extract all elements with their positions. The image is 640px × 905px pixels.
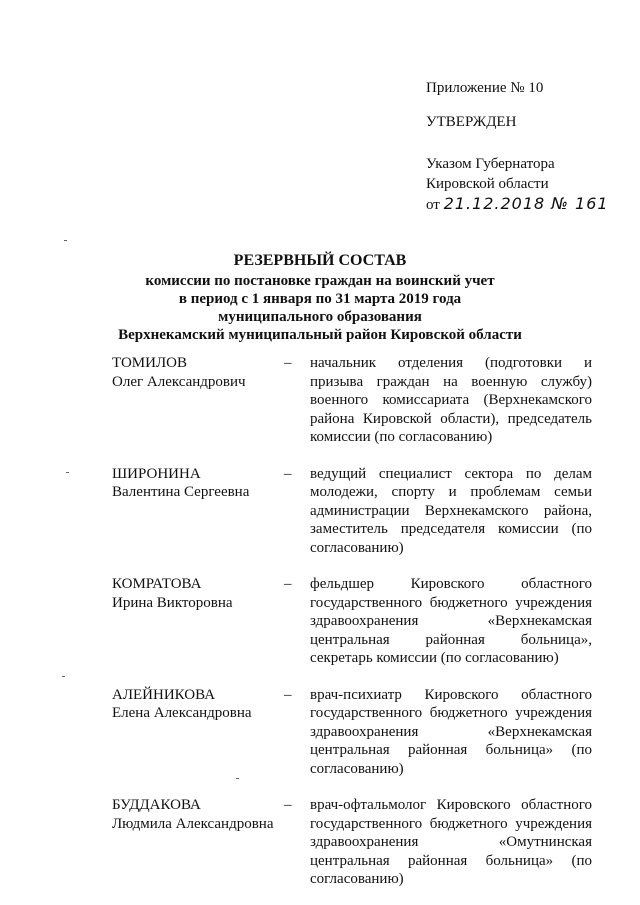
title-line-3: муниципального образования — [218, 309, 422, 325]
member-name — [112, 465, 284, 502]
approval-block — [426, 78, 626, 215]
scan-speck — [236, 778, 239, 779]
member-role: начальник отделения (подготовки и призыва граждан на военную службу) военного комиссариата (Верхнекамского района Кировской области), председатель комиссии (по согласованию) — [310, 355, 592, 445]
member-surname: ШИРОНИНА — [112, 465, 201, 482]
list-item — [112, 354, 592, 447]
member-name — [112, 354, 284, 391]
member-surname: АЛЕЙНИКОВА — [112, 686, 216, 703]
member-given-name: Олег Александрович — [112, 373, 246, 390]
decree-date-line — [426, 194, 626, 215]
decree-line-2: Кировской области — [426, 176, 549, 192]
scan-speck — [64, 240, 67, 241]
title-line-4: Верхнекамский муниципальный район Кировской области — [118, 327, 522, 343]
list-item — [112, 575, 592, 668]
list-item — [112, 686, 592, 779]
member-given-name: Валентина Сергеевна — [112, 484, 250, 500]
member-role: ведущий специалист сектора по делам молодежи, спорту и проблемам семьи администрации Верхнекамского района, заместитель председателя комиссии (по согласованию) — [310, 465, 592, 556]
member-role: врач-офтальмолог Кировского областного государственного бюджетного учреждения здравоохранения «Омутнинская центральная районная больница» (по согласованию) — [310, 797, 592, 887]
appendix-label: Приложение № 10 — [426, 80, 544, 96]
handwritten-date-number: 21.12.2018 № 161 — [443, 194, 609, 213]
member-given-name: Ирина Викторовна — [112, 594, 233, 611]
title-line-2: в период с 1 января по 31 марта 2019 года — [178, 291, 462, 307]
dash-separator: – — [284, 686, 292, 703]
title-line-1: комиссии по постановке граждан на воинский учет — [145, 273, 495, 289]
member-role: врач-психиатр Кировского областного государственного бюджетного учреждения здравоохранения «Верхнекамская центральная районная больница» (по согласованию) — [310, 686, 592, 777]
member-name — [112, 796, 284, 833]
date-prefix: от — [426, 197, 440, 213]
member-surname: ТОМИЛОВ — [112, 355, 187, 371]
member-surname: КОМРАТОВА — [112, 576, 202, 592]
member-given-name: Людмила Александровна — [112, 815, 274, 832]
list-item — [112, 465, 592, 558]
approved-label: УТВЕРЖДЕН — [426, 114, 517, 130]
dash-separator: – — [284, 355, 292, 371]
member-name — [112, 575, 284, 612]
member-given-name: Елена Александровна — [112, 705, 252, 721]
member-list — [112, 354, 592, 889]
dash-separator: – — [284, 797, 292, 813]
member-role: фельдшер Кировского областного государственного бюджетного учреждения здравоохранения «Верхнекамская центральная районная больница», секретарь комиссии (по согласованию) — [310, 576, 592, 666]
scan-speck — [66, 472, 69, 473]
member-surname: БУДДАКОВА — [112, 797, 201, 813]
scan-speck — [62, 676, 65, 677]
dash-separator: – — [284, 465, 292, 482]
title-main: РЕЗЕРВНЫЙ СОСТАВ — [233, 252, 407, 269]
dash-separator: – — [284, 576, 292, 592]
member-name — [112, 686, 284, 723]
document-title — [0, 252, 640, 344]
decree-line-1: Указом Губернатора — [426, 156, 555, 172]
list-item — [112, 796, 592, 889]
